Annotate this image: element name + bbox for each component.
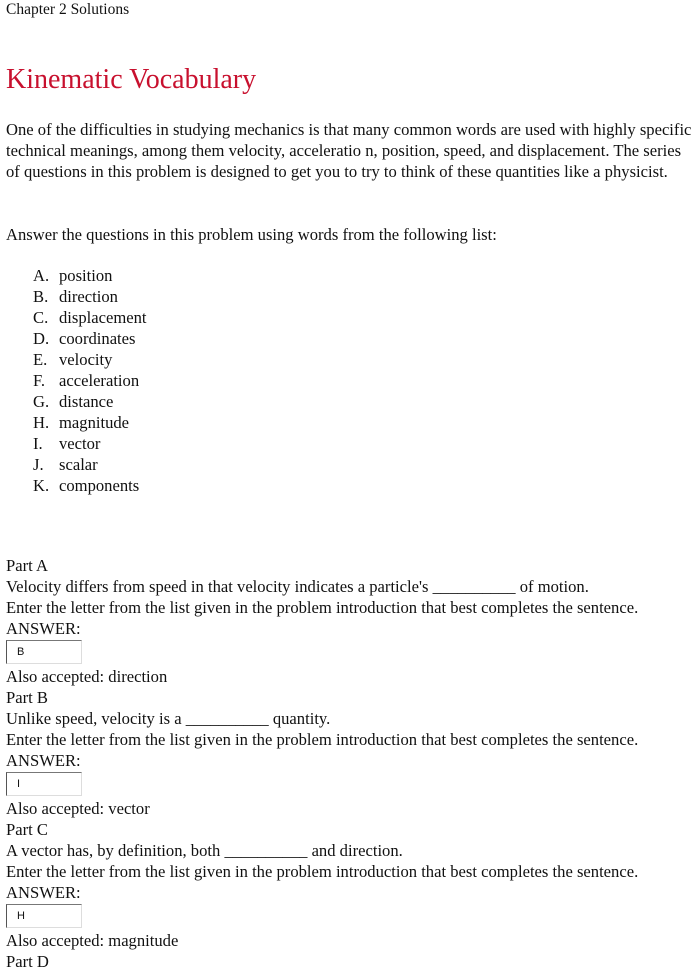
list-item-letter: B. [33, 287, 49, 306]
list-item [33, 412, 147, 433]
list-item-word: vector [59, 434, 101, 453]
part-a-label: Part A [6, 556, 48, 575]
part-b-answer-label: ANSWER: [6, 751, 81, 770]
part-a-also-accepted: Also accepted: direction [6, 667, 168, 686]
list-item [33, 475, 147, 496]
part-b-answer-field[interactable]: I [6, 772, 82, 796]
part-a-instruction: Enter the letter from the list given in the problem introduction that best completes the sentence. [6, 598, 639, 617]
part-c-label: Part C [6, 820, 48, 839]
part-c-also-accepted: Also accepted: magnitude [6, 931, 179, 950]
chapter-header: Chapter 2 Solutions [6, 1, 130, 18]
part-a-answer-label: ANSWER: [6, 619, 81, 638]
part-a-question: Velocity differs from speed in that velocity indicates a particle's __________ of motion. [6, 577, 589, 596]
list-item [33, 286, 147, 307]
word-list [33, 265, 147, 496]
list-prompt: Answer the questions in this problem using words from the following list: [6, 225, 497, 244]
list-item-word: acceleration [59, 371, 140, 390]
list-item-word: components [59, 476, 140, 495]
list-item-letter: H. [33, 413, 50, 432]
part-a-answer-field[interactable]: B [6, 640, 82, 664]
part-b-question: Unlike speed, velocity is a __________ quantity. [6, 709, 331, 728]
part-d-label: Part D [6, 952, 49, 971]
part-c-question: A vector has, by definition, both __________ and direction. [6, 841, 403, 860]
list-item [33, 328, 147, 349]
list-item [33, 454, 147, 475]
part-b-label: Part B [6, 688, 48, 707]
list-item-word: magnitude [59, 413, 130, 432]
part-c-instruction: Enter the letter from the list given in the problem introduction that best completes the sentence. [6, 862, 639, 881]
list-item-letter: C. [33, 308, 49, 327]
parts-section [6, 555, 700, 972]
list-item [33, 391, 147, 412]
list-item-letter: G. [33, 392, 50, 411]
intro-paragraph: One of the difficulties in studying mechanics is that many common words are used with highly specific technical meanings, among them velocity, acceleratio n, position, speed, and displacement. The series of questions in this problem is designed to get you to try to think of these quantities like a physicist. [6, 120, 692, 181]
list-item-word: velocity [59, 350, 113, 369]
list-item-letter: K. [33, 476, 50, 495]
part-c-answer-field[interactable]: H [6, 904, 82, 928]
list-item-letter: I. [33, 434, 43, 453]
list-item [33, 433, 147, 454]
list-item [33, 370, 147, 391]
list-item [33, 307, 147, 328]
list-item-word: direction [59, 287, 118, 306]
list-item [33, 349, 147, 370]
page-title: Kinematic Vocabulary [6, 64, 257, 95]
list-item-letter: A. [33, 266, 50, 285]
list-item [33, 265, 147, 286]
list-item-word: scalar [59, 455, 98, 474]
list-item-letter: J. [33, 455, 44, 474]
list-item-word: position [59, 266, 113, 285]
list-item-word: distance [59, 392, 114, 411]
list-item-letter: D. [33, 329, 50, 348]
part-b-instruction: Enter the letter from the list given in the problem introduction that best completes the sentence. [6, 730, 639, 749]
list-item-word: displacement [59, 308, 147, 327]
part-c-answer-label: ANSWER: [6, 883, 81, 902]
part-b-also-accepted: Also accepted: vector [6, 799, 150, 818]
list-item-word: coordinates [59, 329, 136, 348]
list-item-letter: F. [33, 371, 46, 390]
list-item-letter: E. [33, 350, 48, 369]
